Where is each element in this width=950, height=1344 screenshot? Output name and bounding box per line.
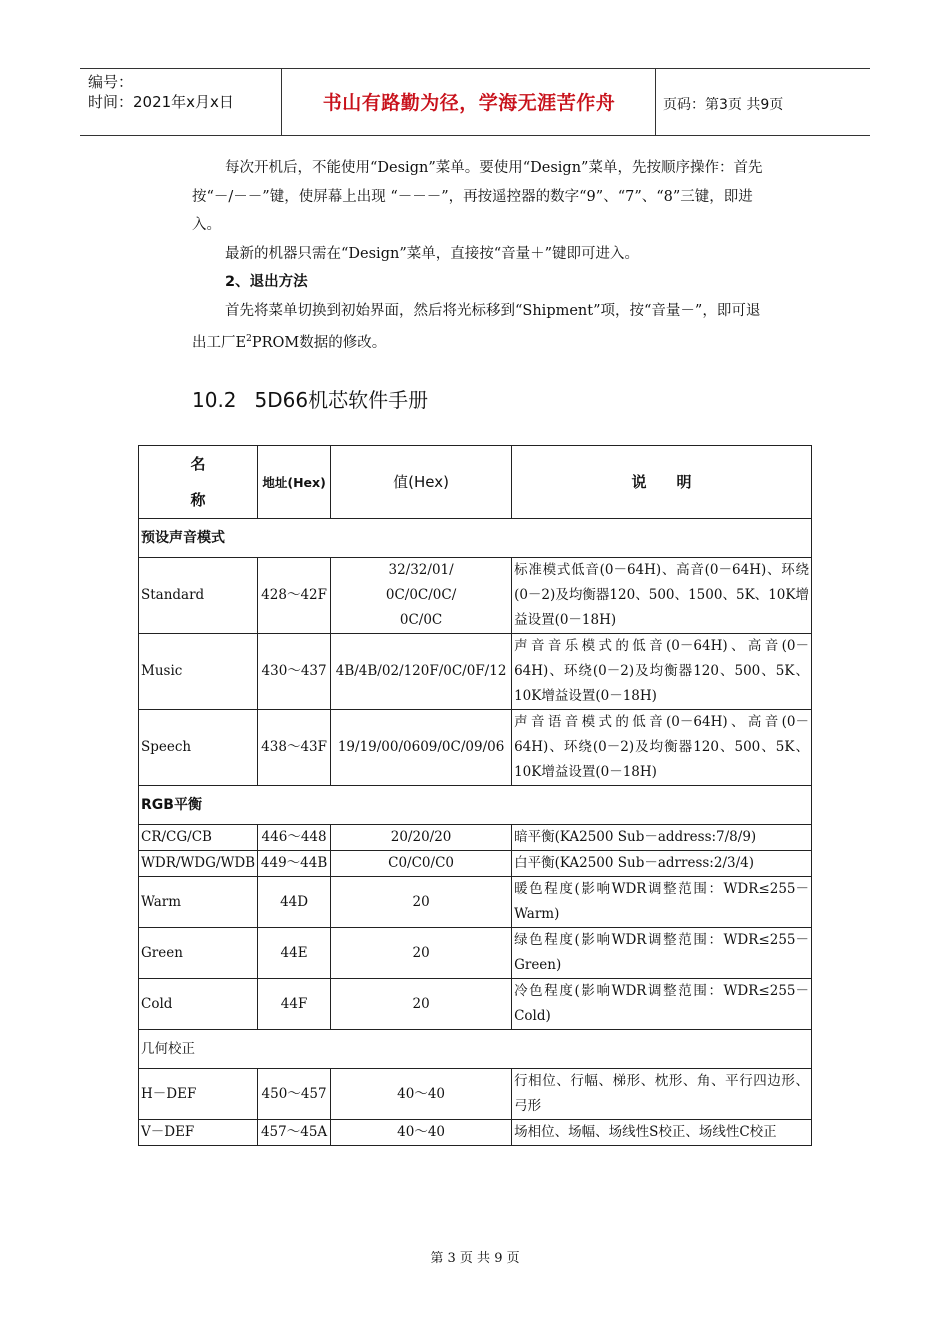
row-address: 449～44B bbox=[258, 851, 331, 877]
intro-paragraph-2: 最新的机器只需在“Design”菜单，直接按“音量＋”键即可进入。 bbox=[225, 245, 640, 262]
table-row bbox=[139, 710, 812, 786]
row-value: 32/32/01/ 0C/0C/0C/ 0C/0C bbox=[331, 558, 512, 634]
header-address: 地址(Hex) bbox=[258, 446, 331, 519]
row-name: Standard bbox=[139, 558, 258, 634]
row-value: 20/20/20 bbox=[331, 825, 512, 851]
row-value: 20 bbox=[331, 877, 512, 928]
table-row bbox=[139, 634, 812, 710]
row-address: 438～43F bbox=[258, 710, 331, 786]
table-group-row bbox=[139, 519, 812, 558]
header-motto: 书山有路勤为径，学海无涯苦作舟 bbox=[322, 92, 616, 114]
section-title-text: 5D66机芯软件手册 bbox=[254, 388, 429, 412]
intro-paragraph-3 bbox=[192, 297, 764, 358]
row-address: 428～42F bbox=[258, 558, 331, 634]
row-address: 450～457 bbox=[258, 1069, 331, 1120]
row-value: 20 bbox=[331, 979, 512, 1030]
row-name: V－DEF bbox=[139, 1120, 258, 1146]
row-description: 冷色程度(影响WDR调整范围：WDR≤255－Cold) bbox=[512, 979, 812, 1030]
header-name bbox=[139, 446, 258, 519]
row-description: 绿色程度(影响WDR调整范围：WDR≤255－Green) bbox=[512, 928, 812, 979]
row-description: 声音音乐模式的低音(0－64H)、高音(0－64H)、环绕(0－2)及均衡器120、500、5K、10K增益设置(0－18H) bbox=[512, 634, 812, 710]
row-name: Cold bbox=[139, 979, 258, 1030]
row-value: 40～40 bbox=[331, 1069, 512, 1120]
row-name: Warm bbox=[139, 877, 258, 928]
row-description: 声音语音模式的低音(0－64H)、高音(0－64H)、环绕(0－2)及均衡器120、500、5K、10K增益设置(0－18H) bbox=[512, 710, 812, 786]
row-address: 446～448 bbox=[258, 825, 331, 851]
row-value: C0/C0/C0 bbox=[331, 851, 512, 877]
table-row bbox=[139, 558, 812, 634]
row-address: 44E bbox=[258, 928, 331, 979]
header-description: 说 明 bbox=[512, 446, 812, 519]
row-value: 20 bbox=[331, 928, 512, 979]
row-description: 行相位、行幅、梯形、枕形、角、平行四边形、弓形 bbox=[512, 1069, 812, 1120]
section-number: 10.2 bbox=[192, 388, 237, 412]
table-row bbox=[139, 1069, 812, 1120]
table-row bbox=[139, 877, 812, 928]
table-header-row bbox=[139, 446, 812, 519]
header-divider bbox=[281, 69, 282, 136]
group-title: RGB平衡 bbox=[139, 786, 812, 825]
row-name: H－DEF bbox=[139, 1069, 258, 1120]
table-group-row bbox=[139, 1030, 812, 1069]
group-title: 几何校正 bbox=[139, 1030, 812, 1069]
intro-block bbox=[192, 154, 764, 357]
header-meta bbox=[88, 72, 234, 112]
p3-superscript: 2 bbox=[246, 334, 252, 344]
row-description: 标准模式低音(0－64H)、高音(0－64H)、环绕(0－2)及均衡器120、500、1500、5K、10K增益设置(0－18H) bbox=[512, 558, 812, 634]
table-row bbox=[139, 825, 812, 851]
row-value: 19/19/00/0609/0C/09/06 bbox=[331, 710, 512, 786]
section-title bbox=[192, 384, 428, 413]
row-name: Green bbox=[139, 928, 258, 979]
table-row bbox=[139, 1120, 812, 1146]
row-name: WDR/WDG/WDB bbox=[139, 851, 258, 877]
header-page-info: 页码：第3页 共9页 bbox=[663, 97, 784, 113]
header-divider bbox=[655, 69, 656, 136]
exit-method-heading: 2、退出方法 bbox=[225, 274, 308, 290]
header-name-top: 名 bbox=[190, 455, 206, 473]
p3-text-b: PROM数据的修改。 bbox=[251, 334, 387, 351]
page-footer: 第 3 页 共 9 页 bbox=[430, 1251, 520, 1266]
row-name: Speech bbox=[139, 710, 258, 786]
software-manual-table bbox=[138, 445, 812, 1146]
table-group-row bbox=[139, 786, 812, 825]
time-label: 时间：2021年x月x日 bbox=[88, 93, 234, 111]
row-description: 场相位、场幅、场线性S校正、场线性C校正 bbox=[512, 1120, 812, 1146]
row-address: 430～437 bbox=[258, 634, 331, 710]
header-value: 值(Hex) bbox=[331, 446, 512, 519]
group-title: 预设声音模式 bbox=[139, 519, 812, 558]
row-value: 40～40 bbox=[331, 1120, 512, 1146]
header-name-bottom: 称 bbox=[190, 491, 206, 509]
row-address: 457～45A bbox=[258, 1120, 331, 1146]
serial-label: 编号： bbox=[88, 73, 134, 91]
row-name: Music bbox=[139, 634, 258, 710]
header-top-rule bbox=[80, 68, 870, 69]
row-value: 4B/4B/02/120F/0C/0F/12 bbox=[331, 634, 512, 710]
header-bottom-rule bbox=[80, 135, 870, 136]
row-description: 暖色程度(影响WDR调整范围：WDR≤255－Warm) bbox=[512, 877, 812, 928]
table-row bbox=[139, 928, 812, 979]
p3-text-a: 首先将菜单切换到初始界面，然后将光标移到“Shipment”项，按“音量－”，即可退出工厂E bbox=[192, 302, 761, 351]
row-address: 44D bbox=[258, 877, 331, 928]
table-row bbox=[139, 979, 812, 1030]
row-description: 暗平衡(KA2500 Sub－address:7/8/9) bbox=[512, 825, 812, 851]
row-name: CR/CG/CB bbox=[139, 825, 258, 851]
row-description: 白平衡(KA2500 Sub－adrress:2/3/4) bbox=[512, 851, 812, 877]
intro-paragraph-1: 每次开机后，不能使用“Design”菜单。要使用“Design”菜单，先按顺序操作：首先按“－/－－”键，使屏幕上出现 “－－－”，再按遥控器的数字“9”、“7”、“8”三键，即进入。 bbox=[192, 160, 763, 233]
table-row bbox=[139, 851, 812, 877]
row-address: 44F bbox=[258, 979, 331, 1030]
